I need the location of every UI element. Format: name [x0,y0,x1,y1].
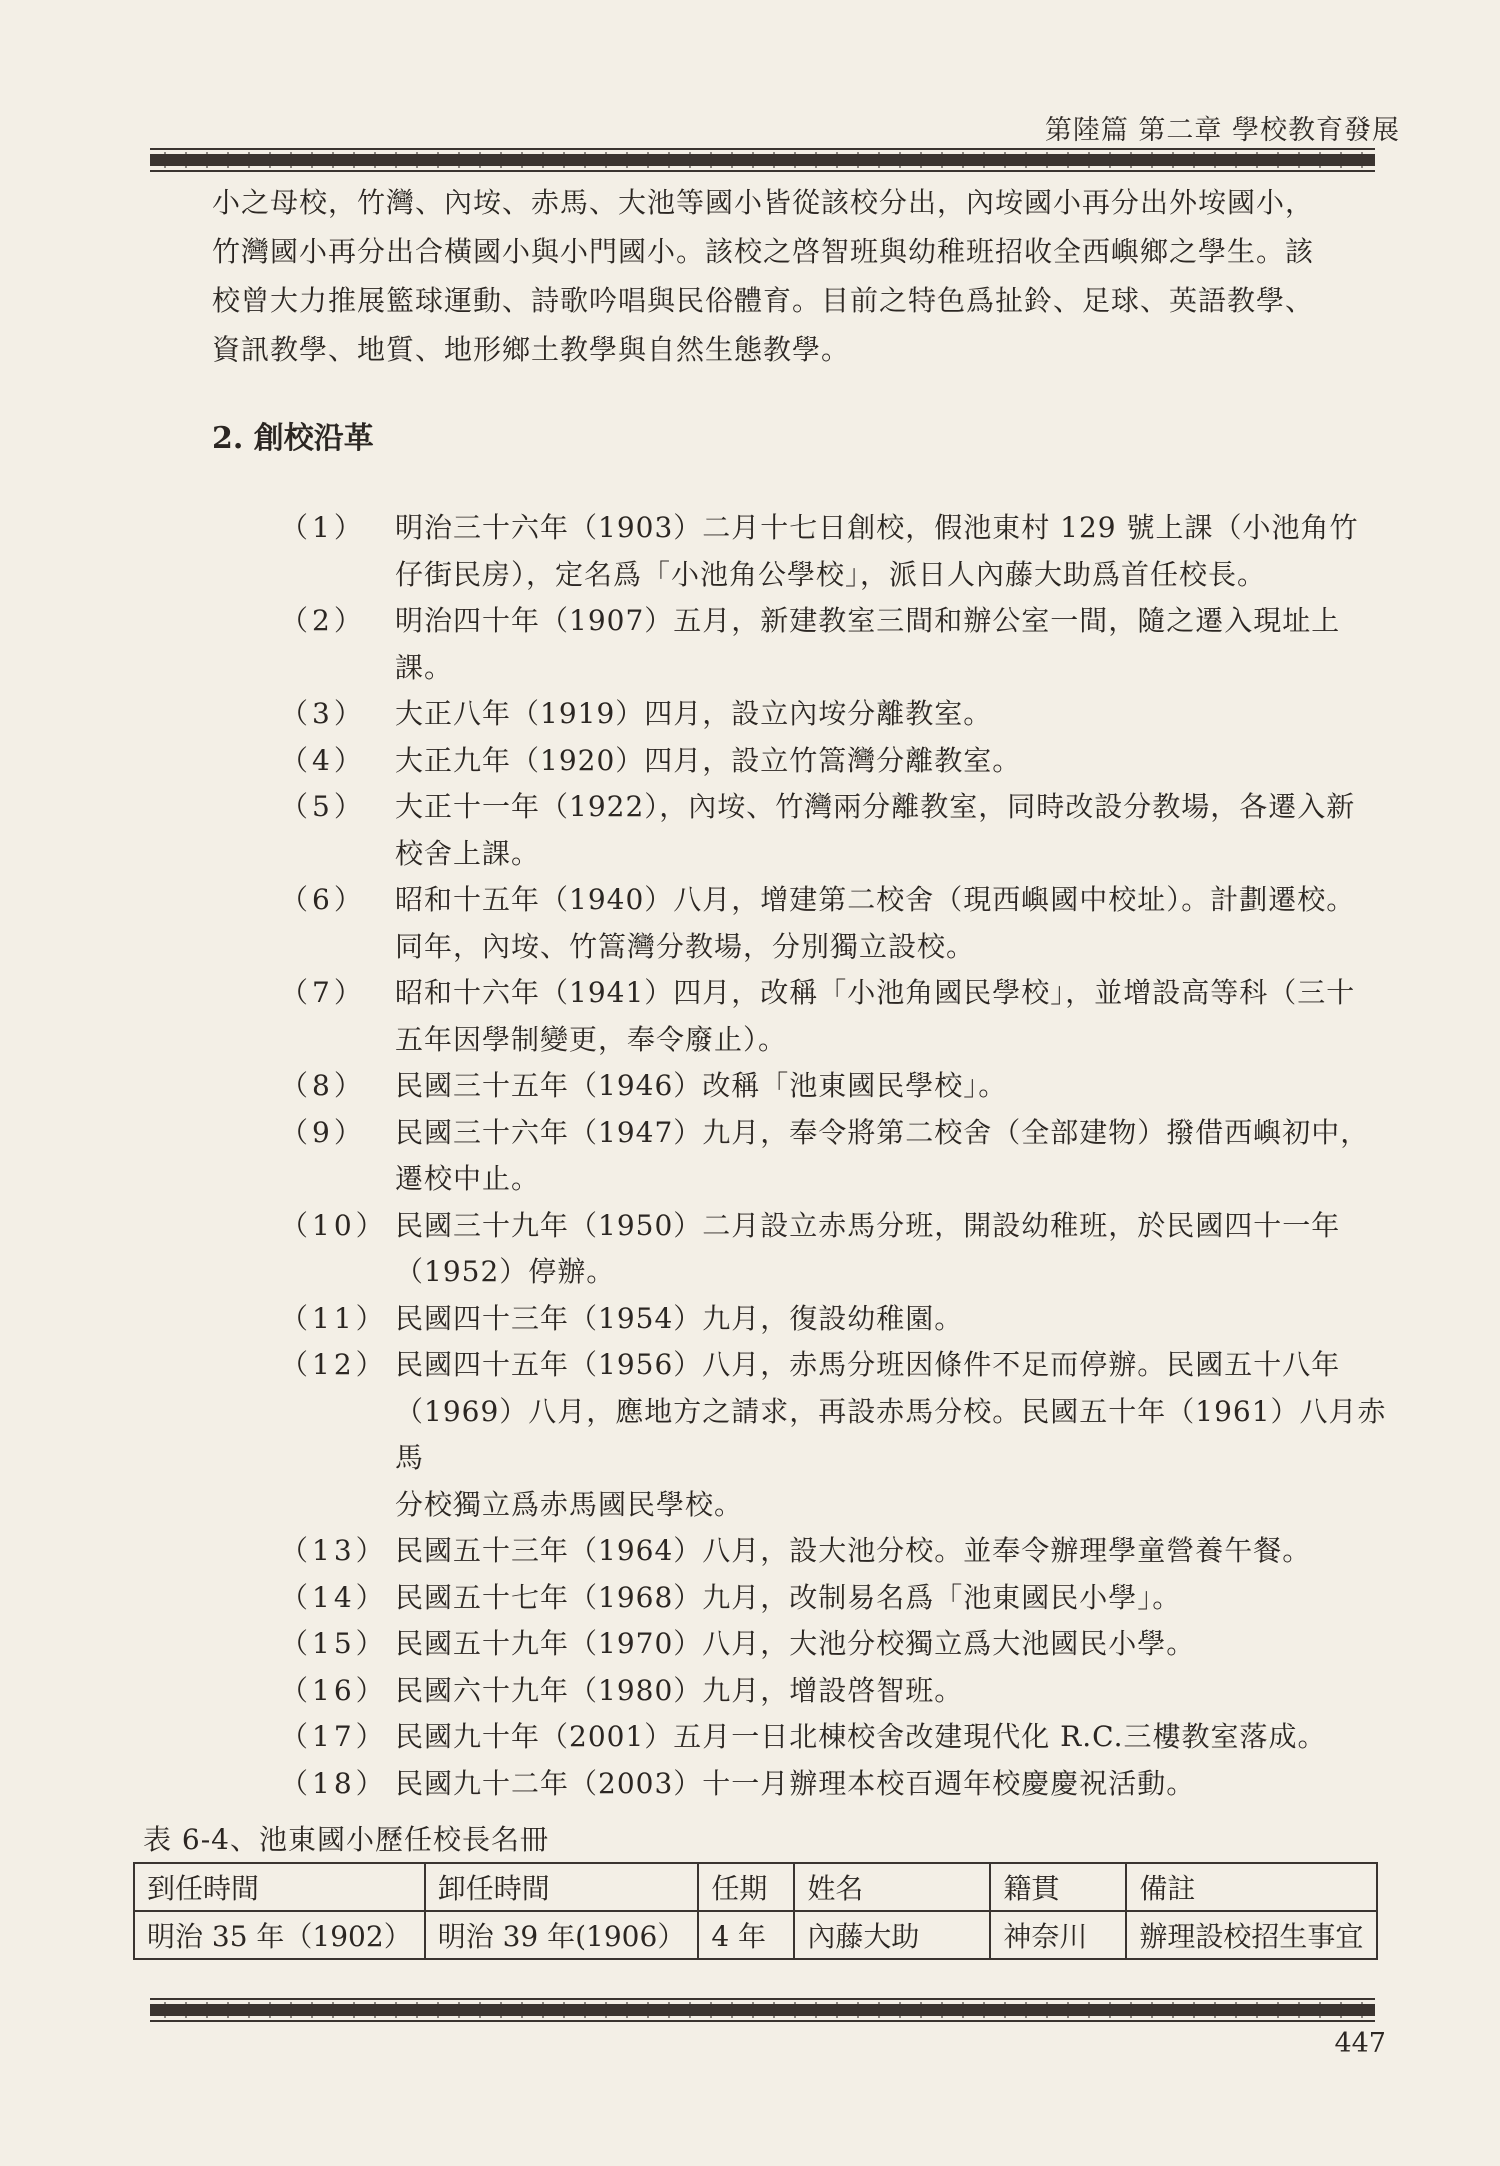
entry-line: 民國四十三年（1954）九月，復設幼稚園。 [395,1301,964,1335]
entry-line: 仔街民房），定名爲「小池角公學校」，派日人內藤大助爲首任校長。 [395,557,1267,591]
table-cell: 辦理設校招生事宜 [1126,1911,1377,1959]
history-list [280,505,1392,1807]
table-cell: 4 年 [698,1911,794,1959]
table-caption: 表 6-4、池東國小歷任校長名冊 [143,1823,549,1856]
entry-number: （13） [280,1534,388,1567]
entry-line: 明治四十年（1907）五月，新建教室三間和辦公室一間，隨之遷入現址上 [395,604,1341,637]
entry-line: 同年，內垵、竹篙灣分教場，分別獨立設校。 [395,929,976,963]
entry-number: （6） [280,883,366,916]
entry-line: 大正十一年（1922），內垵、竹灣兩分離教室，同時改設分教場，各遷入新 [395,790,1356,823]
intro-line: 小之母校，竹灣、內垵、赤馬、大池等國小皆從該校分出，內垵國小再分出外垵國小， [212,186,1315,219]
table-row [134,1911,1377,1959]
section-heading: 2. 創校沿革 [212,421,374,456]
entry-line: 五年因學制變更，奉令廢止）。 [395,1022,788,1056]
intro-line: 資訊教學、地質、地形鄉土教學與自然生態教學。 [212,333,851,366]
entry-line: 民國三十五年（1946）改稱「池東國民學校」。 [395,1069,1008,1102]
table-cell: 明治 35 年（1902） [134,1911,425,1959]
table-cell: 神奈川 [990,1911,1126,1959]
entry-number: （18） [280,1766,388,1800]
entry-line: （1952）停辦。 [395,1255,616,1288]
history-entry [280,598,1392,691]
entry-line: 民國六十九年（1980）九月，增設啓智班。 [395,1673,964,1707]
entry-line: 民國九十二年（2003）十一月辦理本校百週年校慶慶祝活動。 [395,1766,1196,1800]
history-entry [280,1203,1392,1296]
entry-line: 民國九十年（2001）五月一日北棟校舍改建現代化 R.C.三樓教室落成。 [395,1720,1327,1753]
history-entry [280,1668,1392,1715]
entry-line: 明治三十六年（1903）二月十七日創校，假池東村 129 號上課（小池角竹 [395,511,1359,544]
entry-number: （5） [280,790,366,823]
entry-number: （10） [280,1208,388,1242]
entry-number: （7） [280,976,366,1009]
table-cell: 明治 39 年(1906） [425,1911,699,1959]
entry-line: 大正九年（1920）四月，設立竹篙灣分離教室。 [395,743,1022,777]
entry-line: 分校獨立爲赤馬國民學校。 [395,1487,744,1521]
decorative-border-bottom [150,1998,1375,2022]
entry-line: 昭和十六年（1941）四月，改稱「小池角國民學校」，並增設高等科（三十 [395,976,1356,1009]
decorative-border-top [150,148,1375,172]
intro-line: 校曾大力推展籃球運動、詩歌吟唱與民俗體育。目前之特色爲扯鈴、足球、英語教學、 [212,284,1315,317]
history-entry [280,1063,1392,1110]
column-header: 姓名 [794,1863,990,1911]
column-header: 備註 [1126,1863,1377,1911]
entry-number: （16） [280,1673,388,1707]
entry-number: （15） [280,1627,388,1660]
entry-line: 校舍上課。 [395,836,541,870]
entry-number: （12） [280,1348,388,1381]
history-entry [280,1714,1392,1761]
history-entry [280,1110,1392,1203]
history-entry [280,1575,1392,1622]
history-entry [280,505,1392,598]
history-entry [280,1621,1392,1668]
entry-line: （1969）八月，應地方之請求，再設赤馬分校。民國五十年（1961）八月赤馬 [395,1394,1387,1474]
entry-line: 民國四十五年（1956）八月，赤馬分班因條件不足而停辦。民國五十八年 [395,1348,1341,1381]
history-entry [280,1528,1392,1575]
entry-number: （4） [280,743,366,777]
history-entry [280,877,1392,970]
intro-line: 竹灣國小再分出合橫國小與小門國小。該校之啓智班與幼稚班招收全西嶼鄉之學生。該 [212,235,1315,268]
history-entry [280,1342,1392,1528]
history-entry [280,970,1392,1063]
entry-number: （17） [280,1720,388,1753]
column-header: 到任時間 [134,1863,425,1911]
entry-line: 昭和十五年（1940）八月，增建第二校舍（現西嶼國中校址）。計劃遷校。 [395,883,1356,916]
intro-paragraph [212,178,1392,374]
column-header: 任期 [698,1863,794,1911]
entry-number: （3） [280,697,366,730]
entry-number: （9） [280,1115,366,1149]
table-header-row [134,1863,1377,1911]
column-header: 卸任時間 [425,1863,699,1911]
entry-line: 民國五十三年（1964）八月，設大池分校。並奉令辦理學童營養午餐。 [395,1534,1312,1567]
entry-line: 民國五十九年（1970）八月，大池分校獨立爲大池國民小學。 [395,1627,1196,1660]
entry-number: （1） [280,511,366,544]
column-header: 籍貫 [990,1863,1126,1911]
entry-number: （2） [280,604,366,637]
entry-line: 大正八年（1919）四月，設立內垵分離教室。 [395,697,993,730]
entry-line: 民國三十六年（1947）九月，奉令將第二校舍（全部建物）撥借西嶼初中， [395,1115,1370,1149]
entry-line: 課。 [395,650,454,684]
table-cell: 內藤大助 [794,1911,990,1959]
page-number: 447 [1334,2028,1386,2059]
entry-line: 民國三十九年（1950）二月設立赤馬分班，開設幼稚班，於民國四十一年 [395,1208,1341,1242]
entry-line: 民國五十七年（1968）九月，改制易名爲「池東國民小學」。 [395,1580,1182,1614]
history-entry [280,691,1392,738]
history-entry [280,738,1392,785]
history-entry [280,784,1392,877]
history-entry [280,1761,1392,1808]
history-entry [280,1296,1392,1343]
entry-line: 遷校中止。 [395,1162,541,1195]
entry-number: （14） [280,1580,388,1614]
running-header: 第陸篇 第二章 學校教育發展 [1044,115,1400,146]
principals-table [133,1862,1378,1960]
entry-number: （8） [280,1069,366,1102]
entry-number: （11） [280,1301,388,1335]
